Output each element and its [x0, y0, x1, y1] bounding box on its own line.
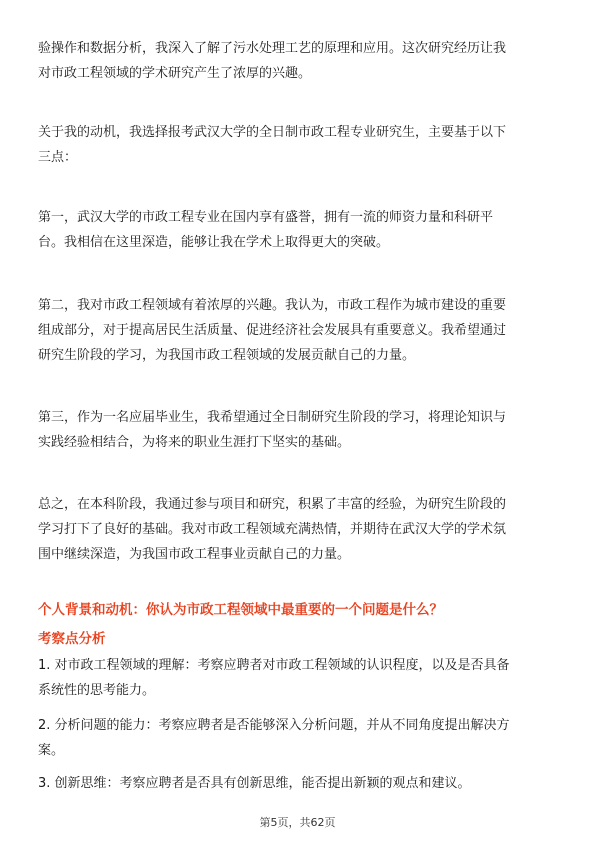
paragraph-conclusion [38, 492, 562, 567]
text-line: 学习打下了良好的基础。我对市政工程领域充满热情，并期待在武汉大学的学术氛 [38, 522, 507, 537]
text-line: 案。 [38, 743, 65, 758]
text-line: 三点： [38, 150, 78, 165]
paragraph-reason-third [38, 405, 562, 455]
text-line: 第二，我对市政工程领域有着浓厚的兴趣。我认为，市政工程作为城市建设的重要 [38, 298, 507, 313]
analysis-heading: 考察点分析 [38, 631, 106, 647]
text-line: 对市政工程领域的学术研究产生了浓厚的兴趣。 [38, 66, 312, 81]
text-line: 2. 分析问题的能力：考察应聘者是否能够深入分析问题，并从不同角度提出解决方 [38, 718, 510, 733]
text-line: 总之，在本科阶段，我通过参与项目和研究，积累了丰富的经验，为研究生阶段的 [38, 497, 507, 512]
analysis-item-problem-solving [38, 713, 562, 763]
text-line: 实践经验相结合，为将来的职业生涯打下坚实的基础。 [38, 435, 351, 450]
text-line: 系统性的思考能力。 [38, 683, 156, 698]
question-heading: 个人背景和动机：你认为市政工程领域中最重要的一个问题是什么？ [38, 602, 443, 618]
text-line: 3. 创新思维：考察应聘者是否具有创新思维，能否提出新颖的观点和建议。 [38, 776, 471, 791]
text-line: 台。我相信在这里深造，能够让我在学术上取得更大的突破。 [38, 235, 390, 250]
page-number-footer: 第5页，共62页 [259, 816, 336, 829]
text-line: 验操作和数据分析，我深入了解了污水处理工艺的原理和应用。这次研究经历让我 [38, 41, 507, 56]
text-line: 组成部分，对于提高居民生活质量、促进经济社会发展具有重要意义。我希望通过 [38, 323, 507, 338]
text-line: 研究生阶段的学习，为我国市政工程领域的发展贡献自己的力量。 [38, 348, 416, 363]
paragraph-motivation-intro [38, 120, 562, 170]
text-line: 第三，作为一名应届毕业生，我希望通过全日制研究生阶段的学习，将理论知识与 [38, 410, 507, 425]
analysis-item-innovation [38, 771, 562, 796]
text-line: 围中继续深造，为我国市政工程事业贡献自己的力量。 [38, 547, 351, 562]
paragraph-reason-second [38, 293, 562, 368]
text-line: 关于我的动机，我选择报考武汉大学的全日制市政工程专业研究生，主要基于以下 [38, 125, 507, 140]
text-line: 第一，武汉大学的市政工程专业在国内享有盛誉，拥有一流的师资力量和科研平 [38, 210, 494, 225]
paragraph-research-experience [38, 36, 562, 86]
text-line: 1. 对市政工程领域的理解：考察应聘者对市政工程领域的认识程度，以及是否具备 [38, 658, 510, 673]
paragraph-reason-first [38, 205, 562, 255]
analysis-item-understanding [38, 653, 562, 703]
